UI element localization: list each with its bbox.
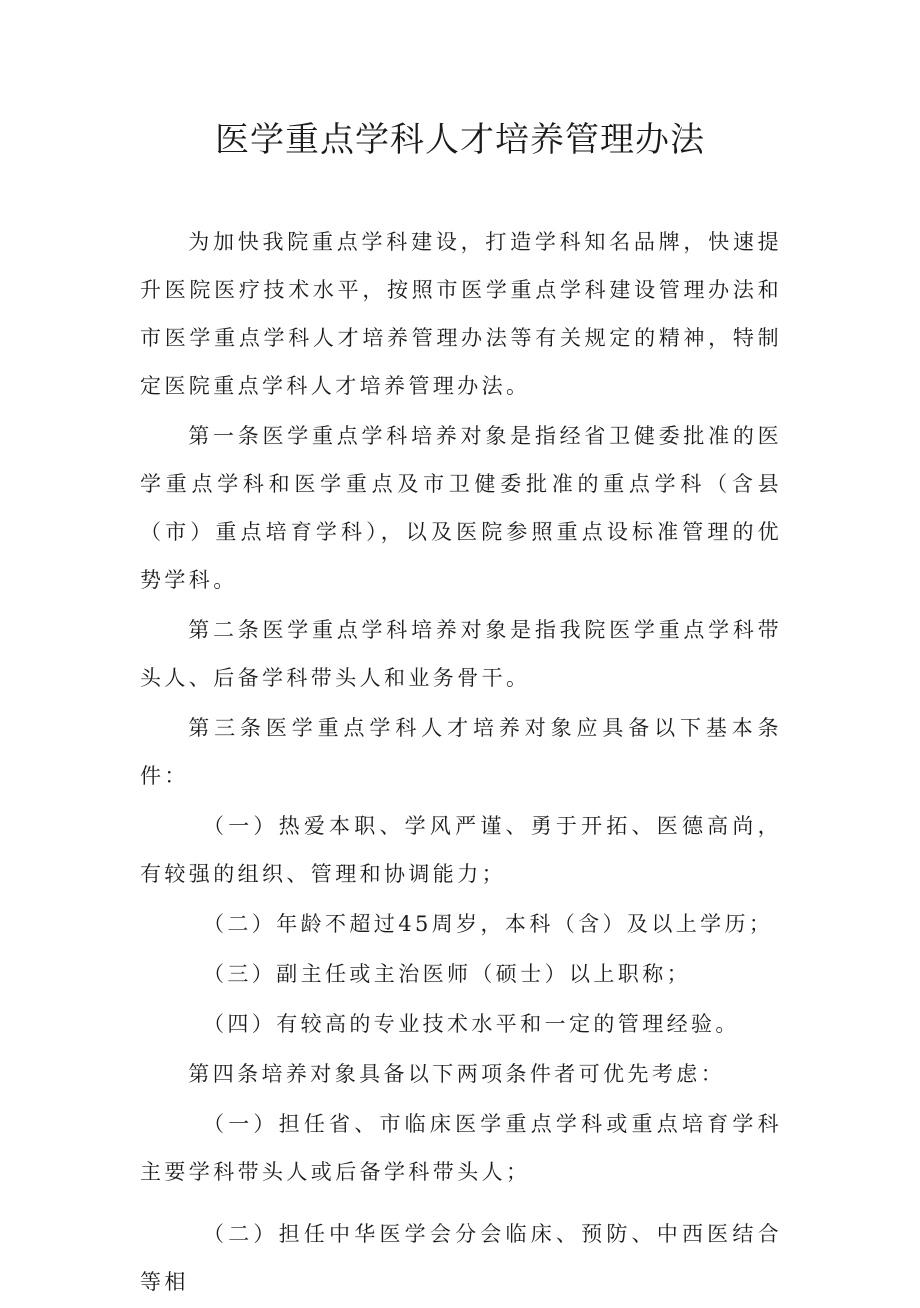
- paragraph-article-3: 第三条医学重点学科人才培养对象应具备以下基本条件：: [140, 716, 782, 788]
- paragraph-intro: 为加快我院重点学科建设，打造学科知名品牌，快速提升医院医疗技术水平，按照市医学重点学科建设管理办法和市医学重点学科人才培养管理办法等有关规定的精神，特制定医院重点学科人才培养管理办法。: [140, 230, 782, 398]
- paragraph-article-3-item-1: （一）热爱本职、学风严谨、勇于开拓、医德高尚，有较强的组织、管理和协调能力；: [140, 814, 782, 886]
- paragraph-article-4-item-2: （二）担任中华医学会分会临床、预防、中西医结合等相: [140, 1222, 782, 1294]
- paragraph-article-3-item-3: （三）副主任或主治医师（硕士）以上职称；: [203, 962, 691, 986]
- paragraph-article-4-item-1: （一）担任省、市临床医学重点学科或重点培育学科主要学科带头人或后备学科带头人；: [140, 1112, 782, 1184]
- paragraph-article-4: 第四条培养对象具备以下两项条件者可优先考虑：: [188, 1062, 726, 1086]
- paragraph-article-1: 第一条医学重点学科培养对象是指经省卫健委批准的医学重点学科和医学重点及市卫健委批准的重点学科（含县（市）重点培育学科），以及医院参照重点设标准管理的优势学科。: [140, 424, 782, 592]
- paragraph-article-3-item-2: （二）年龄不超过45周岁，本科（含）及以上学历；: [203, 912, 774, 936]
- document-body: [140, 218, 782, 1308]
- paragraph-article-2: 第二条医学重点学科培养对象是指我院医学重点学科带头人、后备学科带头人和业务骨干。: [140, 618, 782, 690]
- paragraph-article-3-item-4: （四）有较高的专业技术水平和一定的管理经验。: [203, 1012, 740, 1036]
- document-title: 医学重点学科人才培养管理办法: [215, 120, 705, 160]
